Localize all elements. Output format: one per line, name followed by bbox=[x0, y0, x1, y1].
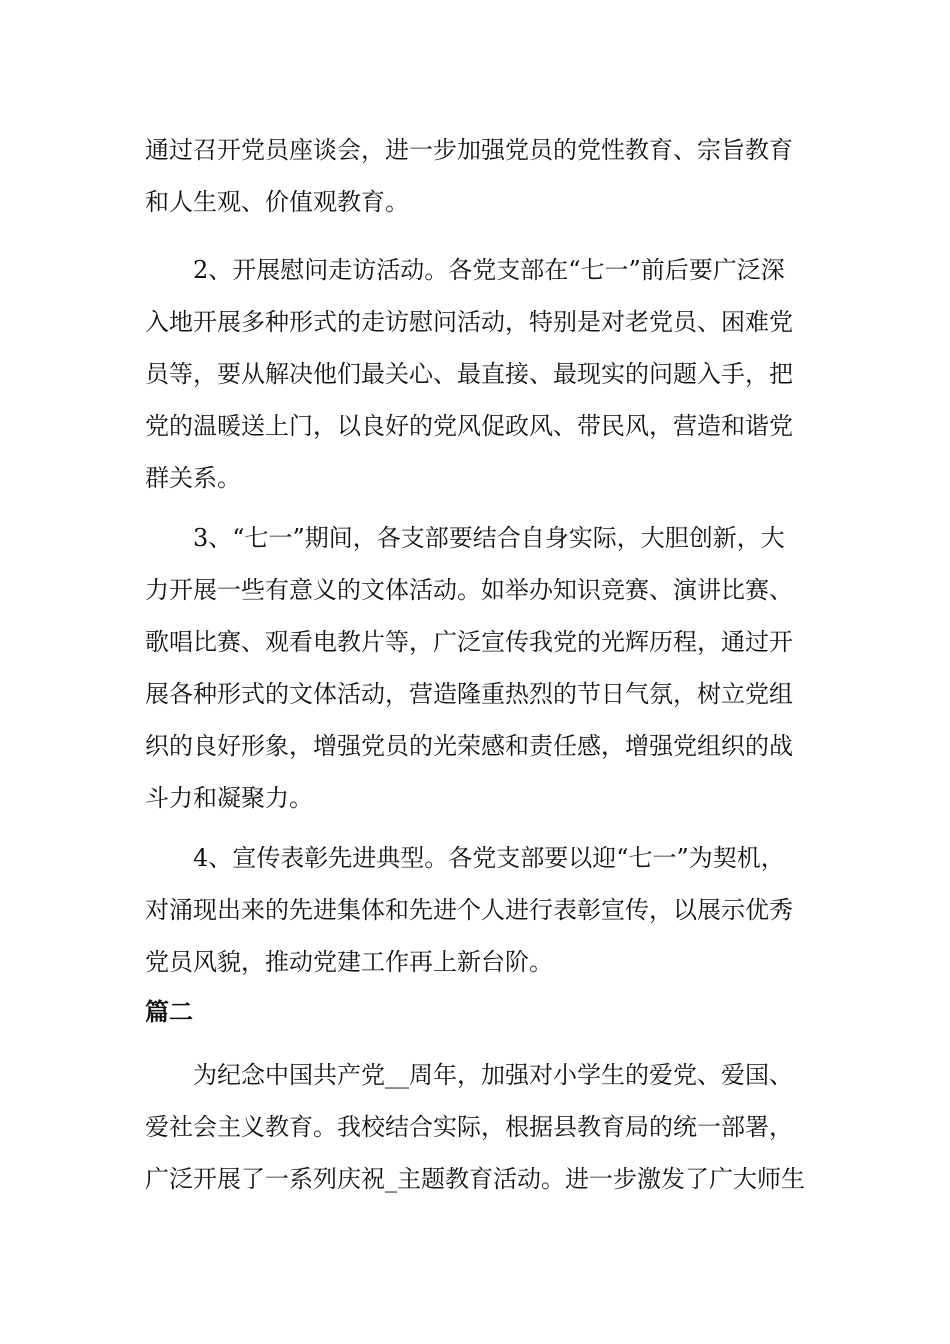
text-line: 斗力和凝聚力。 bbox=[145, 784, 313, 812]
text-line: 歌唱比赛、观看电教片等，广泛宣传我党的光辉历程，通过开 bbox=[145, 628, 793, 656]
text-line: 爱社会主义教育。我校结合实际，根据县教育局的统一部署， bbox=[145, 1113, 793, 1141]
text-line: 4、宣传表彰先进典型。各党支部要以迎“七一”为契机， bbox=[193, 844, 785, 872]
text-line: 入地开展多种形式的走访慰问活动，特别是对老党员、困难党 bbox=[145, 308, 793, 336]
text-line: 党员风貌，推动党建工作再上新台阶。 bbox=[145, 948, 553, 976]
text-line: 对涌现出来的先进集体和先进个人进行表彰宣传，以展示优秀 bbox=[145, 896, 793, 924]
text-line: 广泛开展了一系列庆祝_主题教育活动。进一步激发了广大师生 bbox=[145, 1165, 805, 1193]
text-line: 3、“七一”期间，各支部要结合自身实际，大胆创新，大 bbox=[193, 524, 785, 552]
text-line: 力开展一些有意义的文体活动。如举办知识竞赛、演讲比赛、 bbox=[145, 576, 793, 604]
text-line: 为纪念中国共产党__周年，加强对小学生的爱党、爱国、 bbox=[193, 1061, 793, 1089]
text-line: 和人生观、价值观教育。 bbox=[145, 188, 409, 216]
text-line: 织的良好形象，增强党员的光荣感和责任感，增强党组织的战 bbox=[145, 732, 793, 760]
text-line: 通过召开党员座谈会，进一步加强党员的党性教育、宗旨教育 bbox=[145, 136, 793, 164]
text-line: 展各种形式的文体活动，营造隆重热烈的节日气氛，树立党组 bbox=[145, 680, 793, 708]
section-heading: 篇二 bbox=[145, 998, 193, 1026]
text-line: 党的温暖送上门，以良好的党风促政风、带民风，营造和谐党 bbox=[145, 412, 793, 440]
text-line: 2、开展慰问走访活动。各党支部在“七一”前后要广泛深 bbox=[193, 256, 785, 284]
text-line: 员等，要从解决他们最关心、最直接、最现实的问题入手，把 bbox=[145, 360, 793, 388]
text-line: 群关系。 bbox=[145, 464, 241, 492]
